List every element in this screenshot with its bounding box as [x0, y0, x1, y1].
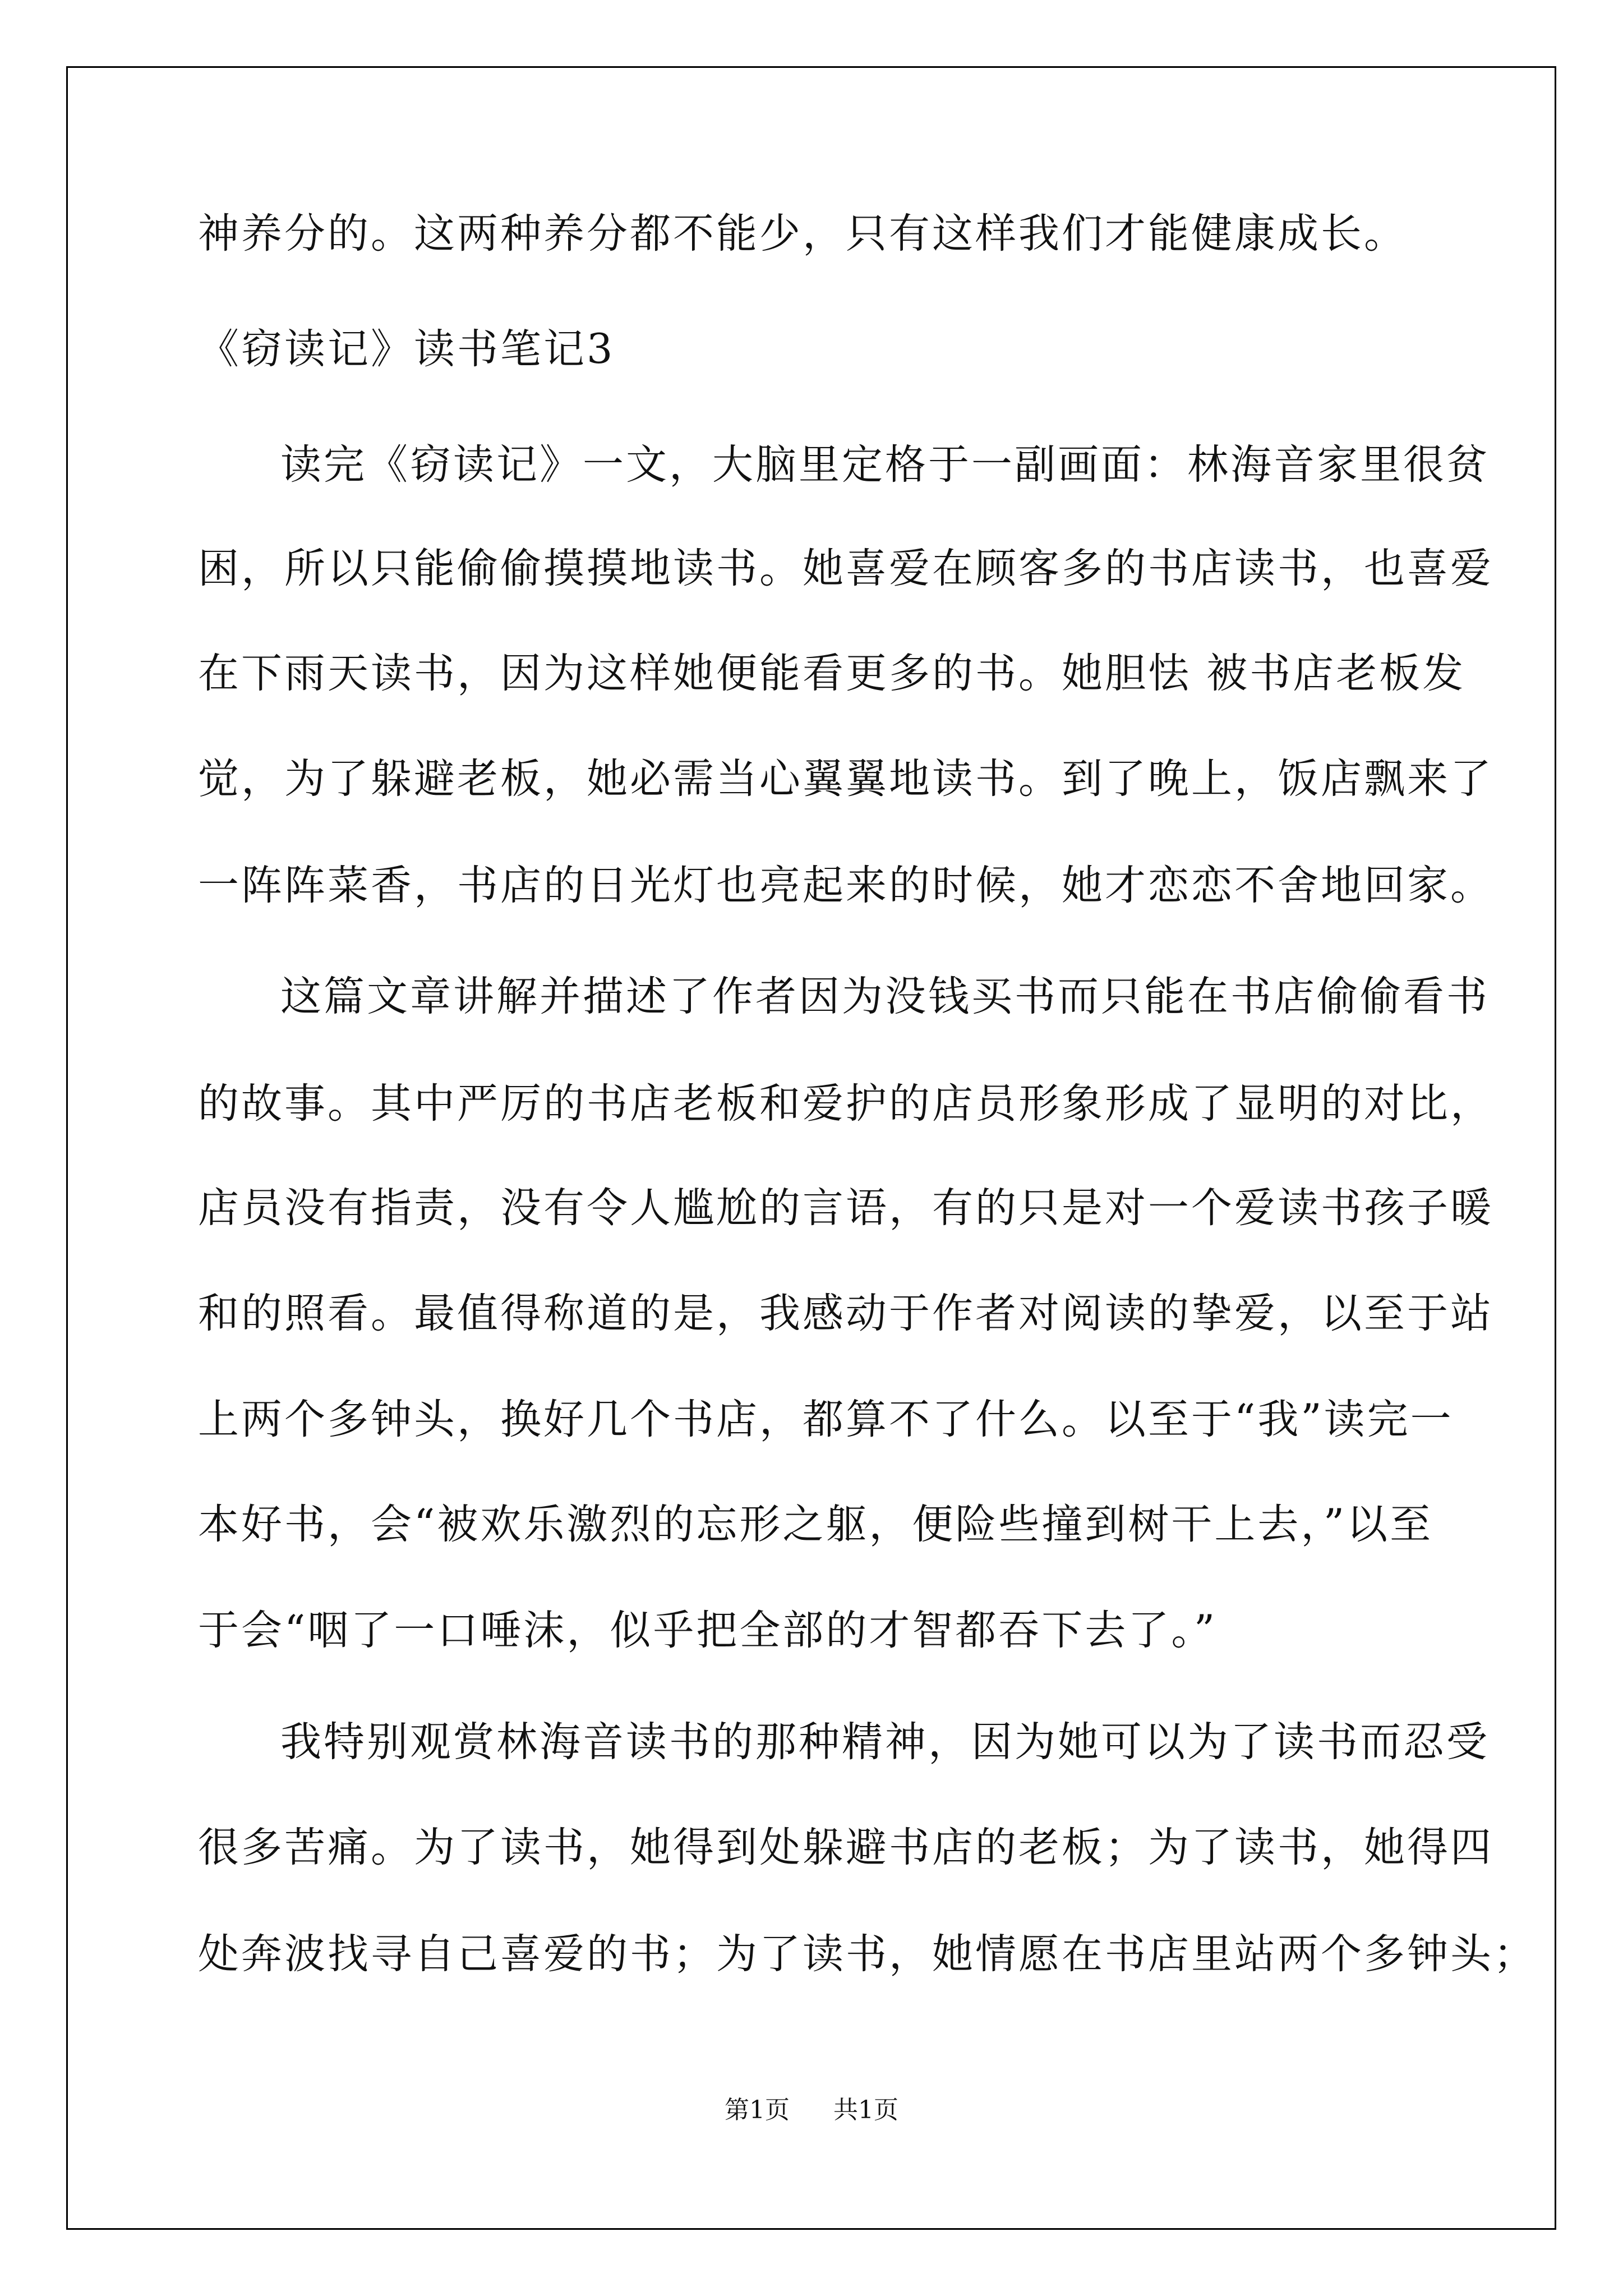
text-line-17: 处奔波找寻自己喜爱的书；为了读书，她情愿在书店里站两个多钟头；	[198, 1930, 1537, 1978]
text-line-6: 觉，为了躲避老板，她必需当心翼翼地读书。到了晚上，饭店飘来了	[198, 755, 1493, 803]
text-line-5: 在下雨天读书，因为这样她便能看更多的书。她胆怯 被书店老板发	[198, 650, 1466, 697]
text-line-16: 很多苦痛。为了读书，她得到处躲避书店的老板；为了读书，她得四	[198, 1824, 1493, 1871]
text-line-15: 我特别观赏林海音读书的那种精神，因为她可以为了读书而忍受	[280, 1718, 1490, 1766]
text-line-4: 困，所以只能偷偷摸摸地读书。她喜爱在顾客多的书店读书，也喜爱	[198, 545, 1493, 592]
text-line-8: 这篇文章讲解并描述了作者因为没钱买书而只能在书店偷偷看书	[280, 973, 1490, 1020]
section-heading: 《窃读记》读书笔记3	[198, 325, 615, 373]
text-line-3: 读完《窃读记》一文，大脑里定格于一副画面：林海音家里很贫	[280, 441, 1490, 489]
page-frame	[66, 66, 1556, 2230]
text-line-14: 于会“咽了一口唾沫，似乎把全部的才智都吞下去了。”	[198, 1607, 1218, 1654]
text-line-9: 的故事。其中严厉的书店老板和爱护的店员形象形成了显明的对比，	[198, 1080, 1493, 1128]
text-line-10: 店员没有指责，没有令人尴尬的言语，有的只是对一个爱读书孩子暖	[198, 1184, 1493, 1232]
text-line-12: 上两个多钟头，换好几个书店，都算不了什么。以至于“我”读完一	[198, 1396, 1454, 1443]
text-line-1: 神养分的。这两种养分都不能少，只有这样我们才能健康成长。	[198, 210, 1407, 257]
text-line-13: 本好书，会“被欢乐激烈的忘形之躯，便险些撞到树干上去，”以至	[198, 1501, 1433, 1548]
page-number-current: 第1页	[725, 2096, 790, 2124]
text-line-7: 一阵阵菜香，书店的日光灯也亮起来的时候，她才恋恋不舍地回家。	[198, 862, 1493, 909]
page-footer	[0, 2090, 1623, 2125]
text-line-11: 和的照看。最值得称道的是，我感动于作者对阅读的挚爱，以至于站	[198, 1290, 1493, 1337]
page-number-total: 共1页	[833, 2096, 898, 2124]
